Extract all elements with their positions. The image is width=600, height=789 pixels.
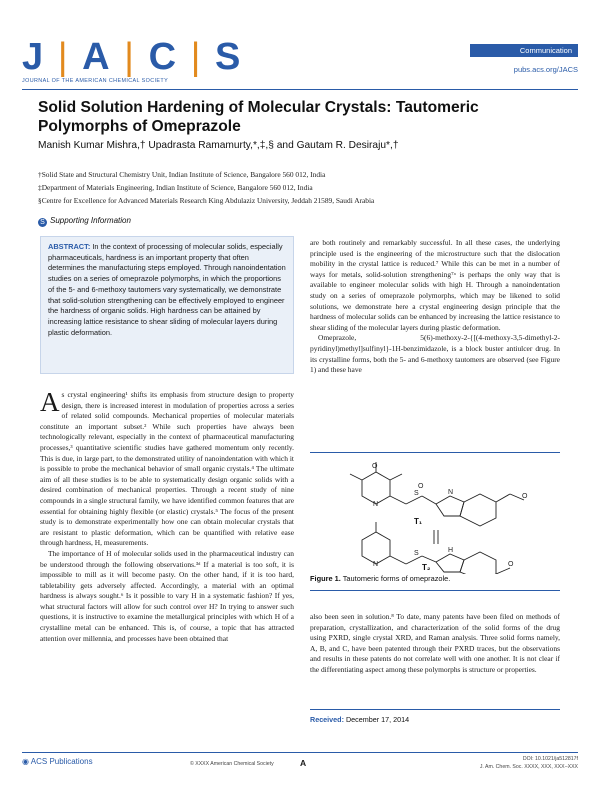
- nitrogen-label: N: [373, 561, 379, 568]
- abstract-label: ABSTRACT:: [48, 242, 91, 251]
- figure-caption-label: Figure 1.: [310, 574, 341, 583]
- hydrogen-label: H: [448, 547, 454, 554]
- journal-site-link[interactable]: pubs.acs.org/JACS: [513, 65, 578, 74]
- info-icon: S: [38, 218, 47, 227]
- journal-logo: J | A | C | S JOURNAL OF THE AMERICAN CHEMICAL SOCIETY: [22, 36, 243, 84]
- abstract-text: In the context of processing of molecular solids, especially pharmaceuticals, hardness is an important property that often determines the manufacturing steps employed. Through nanoindentation studies on a series of omeprazole polymorphs, in which the proportions of the 5- and 6-methoxy tautomers vary systematically, we demonstrate that solid-solution strengthening can be effectively employed to engineer the hardness of organic solids. High hardness can be attained by increasing lattice resistance to shear sliding of molecular layers during plastic deformation.: [48, 242, 286, 337]
- doi-link[interactable]: DOI: 10.1021/ja512817f: [522, 756, 578, 762]
- pyridine-ring-top: [362, 472, 390, 504]
- logo-letter: A: [82, 36, 112, 78]
- right-column-bottom: [310, 612, 560, 676]
- right-column-top: [310, 238, 560, 376]
- affiliation: ‡Department of Materials Engineering, Indian Institute of Science, Bangalore 560 012, India: [38, 183, 313, 192]
- paragraph: are both routinely and remarkably successful. In all these cases, the underlying principle used is the engineering of the microstructure such that the dislocation mobility in the crystal lattice is reduced.⁷ While this can be met in a number of ways for metals, solid-solution strengthening⁷ᵃ is perhaps the only way that is available to engineer molecular solids with high H. Through a nanoindentation study on a series of omeprazole polymorphs, which may be likened to solid solutions, we demonstrate here a crystal engineering design principle that the hardness of molecular solids can be enhanced by increasing the lattice resistance to shear sliding of the molecular layers during plastic deformation.: [310, 238, 560, 332]
- paragraph: s crystal engineering¹ shifts its emphasis from structure design to property design, there is increased interest in modulation of properties across a series of related solid compounds. Mechanical properties of molecular materials constitute an important subset.² While such properties have always been technologically relevant, especially in the context of pharmaceutical manufacturing processes,³ quantitative scientific studies have gathered momentum only recently. This is due, in large part, to the demonstrated utility of nanoindentation with which it is possible to probe the mechanical behavior of small organic crystals.⁴ The ultimate aim of all these studies is to be able to systematically design organic solids with a desired combination of mechanical properties. Through a recent study of nine compounds in a single structural family, we have identified common features that are essential for obtaining highly flexible (or elastic) crystals.⁵ The focus of the present study is to demonstrate experimentally how one can obtain molecular crystals that are resistant to plastic deformation, which can be quantified with relative ease through hardness, H, measurements.: [40, 390, 294, 548]
- copyright: © XXXX American Chemical Society: [190, 761, 274, 767]
- affiliation: †Solid State and Structural Chemistry Unit, Indian Institute of Science, Bangalore 560 012, India: [38, 170, 326, 179]
- oxygen-label: O: [522, 493, 528, 500]
- tautomer-label-t1: T₁: [414, 517, 423, 526]
- imidazole-ring-bottom: [436, 554, 464, 572]
- nitrogen-label: N: [373, 501, 379, 508]
- article-title: Solid Solution Hardening of Molecular Crystals: Tautomeric Polymorphs of Omeprazole: [38, 99, 479, 135]
- logo-subtitle: JOURNAL OF THE AMERICAN CHEMICAL SOCIETY: [22, 78, 169, 84]
- supporting-info-link[interactable]: [38, 216, 131, 227]
- publisher-name: ACS Publications: [30, 757, 93, 766]
- figure-caption: [310, 574, 450, 583]
- paragraph: The importance of H of molecular solids used in the pharmaceutical industry can be understood through the following observations.³ᵈ If a material is too soft, it is impossible to mill as it will become pasty. On the other hand, if it is too hard, tabletability gets adversely affected. Accordingly, a material with an optimal hardness is always sought.⁶ Is it possible to vary H in a systematic fashion? If yes, what structural factors will allow for such control over H? In trying to answer such questions, it is instructive to examine the metallurgical principles with which H of a crystalline metal can be enhanced. This is, of course, a topic that has attracted attention over millennia, and processes have been obtained that: [40, 548, 294, 643]
- article-type-badge: Communication: [470, 44, 578, 57]
- imidazole-ring-top: [436, 496, 464, 516]
- oxygen-label: O: [372, 463, 378, 470]
- supporting-info-label: Supporting Information: [50, 216, 131, 225]
- left-column: [40, 387, 294, 644]
- citation: J. Am. Chem. Soc. XXXX, XXX, XXX−XXX: [479, 763, 578, 770]
- dropcap: A: [40, 387, 60, 417]
- abstract-box: [40, 236, 294, 374]
- figure-top-rule: [310, 452, 560, 453]
- nitrogen-label: N: [448, 489, 454, 496]
- page-number: A: [300, 758, 307, 768]
- author-list: Manish Kumar Mishra,† Upadrasta Ramamurty,*,‡,§ and Gautam R. Desiraju*,†: [38, 140, 399, 151]
- benzene-ring-top: [460, 494, 496, 526]
- figure-bottom-rule: [310, 590, 560, 591]
- footer-rule: [22, 752, 578, 753]
- sulfur-label-bottom: S: [414, 550, 419, 557]
- paragraph: Omeprazole, 5(6)-methoxy-2-{[(4-methoxy-3,5-dimethyl-2-pyridinyl)methyl]sulfinyl}-1H-benzimidazole, is a block buster antiulcer drug. In its crystalline forms, both the 5- and 6-methoxy tautomers are observed (see Figure 1) and these have: [310, 333, 560, 375]
- doi-block: [480, 756, 578, 771]
- pyridine-ring-bottom: [362, 532, 390, 564]
- acs-icon: ◉: [22, 757, 29, 766]
- oxygen-label: O: [508, 561, 514, 568]
- header-rule: [22, 89, 578, 90]
- oxygen-label-top: O: [418, 483, 424, 490]
- figure-caption-text: Tautomeric forms of omeprazole.: [342, 574, 451, 583]
- sulfur-label-top: S: [414, 490, 419, 497]
- publisher-logo: [22, 757, 93, 766]
- benzene-ring-bottom: [460, 552, 496, 574]
- logo-letter: S: [215, 36, 243, 78]
- logo-letter: C: [148, 36, 179, 78]
- received-date: [310, 715, 409, 724]
- affiliation: §Centre for Excellence for Advanced Materials Research King Abdulaziz University, Jeddah 21589, Saudi Arabia: [38, 196, 375, 205]
- tautomer-structure-figure: [310, 458, 560, 574]
- received-label: Received:: [310, 715, 344, 724]
- paragraph: also been seen in solution.⁸ To date, many patents have been filed on methods of preparation, crystallization, and characterization of the solid forms of the drug using PXRD, single crystal XRD, and Raman analysis. Three solid forms namely, A, B, and C, have been patented through their PXRD traces, but the observations and results in these patents do not correlate well with one another. It is not clear if the differentiating aspect among these polymorphs is structure or properties.: [310, 612, 560, 674]
- received-rule: [310, 709, 560, 710]
- received-value: December 17, 2014: [345, 715, 410, 724]
- logo-letter: J: [22, 36, 46, 78]
- tautomer-label-t2: T₂: [422, 563, 431, 572]
